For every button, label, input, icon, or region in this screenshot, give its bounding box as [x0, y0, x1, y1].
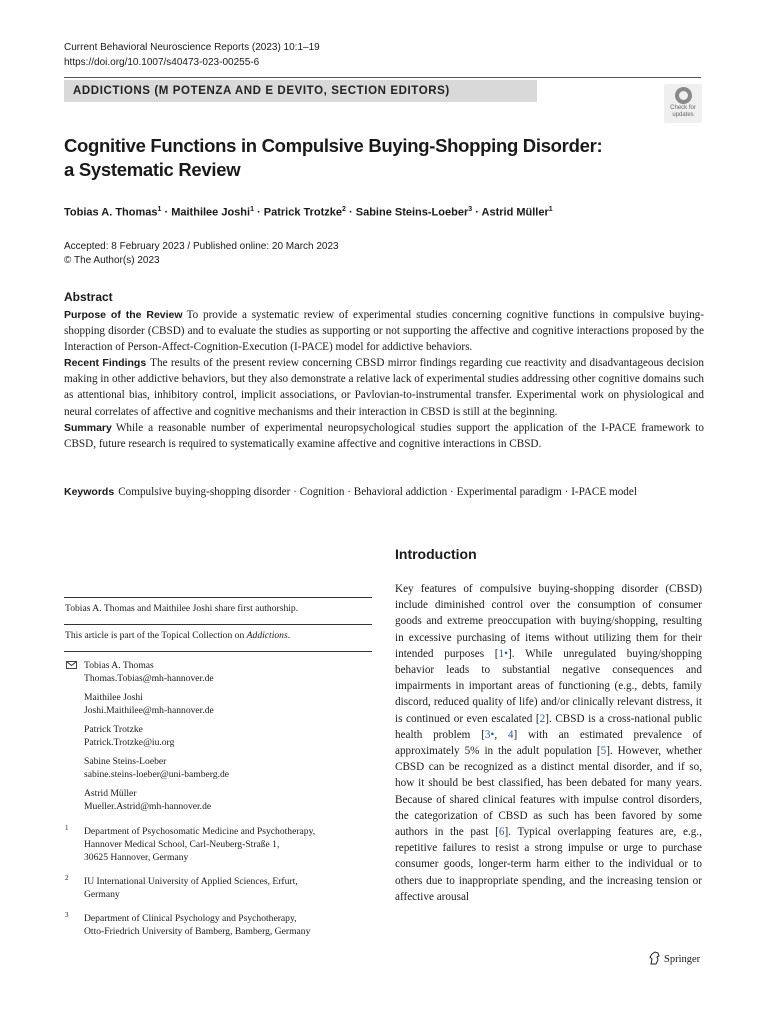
publisher-name: Springer [664, 954, 701, 965]
citation-link[interactable]: 2 [539, 712, 546, 725]
keywords-text: Compulsive buying-shopping disorder · Cognition · Behavioral addiction · Experimental paradigm · I-PACE model [118, 486, 637, 498]
author-name[interactable]: Astrid Müller [481, 206, 549, 219]
publisher-logo [648, 951, 700, 968]
summary-text: While a reasonable number of experimental neuropsychological studies support the application of the I-PACE framework to CBSD, future research is required to systematically examine affective and cognitive interactions in CBSD. [64, 421, 704, 450]
journal-line: Current Behavioral Neuroscience Reports (2023) 10:1–19 [64, 42, 320, 53]
contact-email[interactable]: sabine.steins-loeber@uni-bamberg.de [84, 769, 230, 780]
title-line-2: a Systematic Review [64, 159, 241, 180]
author-name[interactable]: Tobias A. Thomas [64, 206, 158, 219]
introduction-heading: Introduction [395, 546, 477, 562]
findings-text: The results of the present review concerning CBSD mirror findings regarding cue reactivity and disadvantageous decision making in other addictive behaviors, but they also demonstrate a relative lack of experimental studies addressing other cognitive domains such as attentional bias, inhibitory control, implicit associations, or Pavlovian-to-instrumental transfer. Experimental work on physiological and neural correlates of affective and cognitive mechanisms and their interaction in CBSD is still at the beginning. [64, 357, 704, 418]
footnote-rule [64, 651, 372, 652]
update-check-icon [675, 87, 692, 104]
doi-link[interactable]: https://doi.org/10.1007/s40473-023-00255-6 [64, 57, 260, 68]
topical-collection-note [65, 629, 372, 642]
affiliation-line: Otto-Friedrich University of Bamberg, Bamberg, Germany [84, 926, 311, 937]
contact-name: Tobias A. Thomas [84, 660, 154, 671]
corresponding-contact [64, 659, 372, 685]
intro-text: ]. While unregulated buying/shopping behavior leads to substantial negative consequences and impairments in important areas of functioning (e.g., debts, family discord, reduced quality of life) and/or clinically relevant distress, it is continued or even escalated [ [395, 647, 702, 725]
author-separator: · [257, 206, 264, 219]
author-name[interactable]: Sabine Steins-Loeber [355, 206, 469, 219]
article-title [64, 134, 664, 182]
check-for-updates-label: Check for updates [670, 105, 696, 118]
intro-text: Key features of compulsive buying-shopping disorder (CBSD) include diminished control over the consumption of consumer goods and extreme preoccupation with buying/shopping, resulting in excessive purchasing of items without utilizing them for their intended purposes [ [395, 583, 702, 660]
affiliation-line: IU International University of Applied Sciences, Erfurt, [84, 876, 298, 887]
purpose-label: Purpose of the Review [64, 309, 183, 321]
intro-text: ]. CBSD is a cross-national public health problem [ [395, 712, 702, 741]
author-separator: · [475, 206, 482, 219]
findings-label: Recent Findings [64, 357, 147, 370]
contact [64, 691, 372, 717]
affiliation [64, 912, 372, 938]
author-affiliation-mark: 2 [342, 206, 346, 213]
affiliation-number: 2 [65, 874, 69, 882]
envelope-icon [66, 661, 77, 669]
contact-name: Maithilee Joshi [84, 692, 143, 703]
abstract-summary [64, 420, 704, 452]
title-line-1: Cognitive Functions in Compulsive Buying-Shopping Disorder: [64, 135, 603, 156]
contact-name: Sabine Steins-Loeber [84, 756, 167, 767]
citation-link[interactable]: 4 [507, 728, 514, 741]
author-name[interactable]: Patrick Trotzke [263, 206, 343, 219]
author-separator: · [349, 206, 356, 219]
contact-email[interactable]: Joshi.Maithilee@mh-hannover.de [84, 705, 214, 716]
citation-link[interactable]: 5 [600, 745, 607, 758]
contact [64, 723, 372, 749]
contact [64, 787, 372, 813]
intro-text: ] with an estimated prevalence of approximately 5% in the adult population [ [395, 728, 703, 758]
summary-label: Summary [64, 421, 112, 434]
journal-citation [64, 40, 320, 70]
springer-horse-icon [648, 951, 661, 965]
contact-email[interactable]: Mueller.Astrid@mh-hannover.de [84, 801, 212, 812]
author-affiliation-mark: 1 [157, 206, 162, 213]
introduction-body [395, 581, 702, 905]
contact-email[interactable]: Patrick.Trotzke@iu.org [84, 737, 175, 748]
intro-text: ]. However, whether CBSD can be recognized as a distinct mental disorder, and if so, how it should be best classified, has been debated for many years. Because of shared clinical features with impulse control disorders, the categorization of CBSD as such has been favored by some authors in the past [ [395, 745, 703, 839]
author-affiliation-mark: 3 [468, 206, 473, 213]
check-for-updates-badge[interactable] [664, 84, 702, 123]
abstract-heading: Abstract [64, 290, 113, 304]
collection-suffix: . [287, 630, 291, 641]
collection-name: Addictions [246, 630, 288, 641]
contact [64, 755, 372, 781]
keywords [64, 484, 704, 500]
affiliation-line: 30625 Hannover, Germany [84, 852, 189, 863]
affiliation [64, 825, 372, 864]
footnotes [64, 597, 372, 938]
shared-authorship-note: Tobias A. Thomas and Maithilee Joshi share first authorship. [65, 603, 299, 614]
contact-name: Patrick Trotzke [84, 724, 143, 735]
publication-history [64, 240, 339, 268]
contact-name: Astrid Müller [84, 788, 137, 799]
copyright-line: © The Author(s) 2023 [64, 255, 160, 266]
purpose-text: To provide a systematic review of experimental studies concerning cognitive functions in compulsive buying-shopping disorder (CBSD) and to evaluate the studies as supporting or not supporting the affective and cognitive interactions proposed by the Interaction of Person-Affect-Cognition-Execution (I-PACE) model for addictive behaviors. [64, 309, 704, 354]
author-list [64, 202, 553, 221]
citation-link[interactable]: 1• [498, 647, 509, 660]
abstract-findings [64, 355, 704, 419]
dates-line: Accepted: 8 February 2023 / Published online: 20 March 2023 [64, 241, 339, 252]
footnote-rule [64, 624, 372, 625]
affiliation-number: 3 [65, 911, 69, 919]
abstract-body [64, 307, 704, 452]
header-rule [64, 77, 701, 78]
affiliation-line: Hannover Medical School, Carl-Neuberg-Straße 1, [84, 839, 280, 850]
affiliation-line: Department of Psychosomatic Medicine and Psychotherapy, [84, 826, 316, 837]
collection-prefix: This article is part of the Topical Collection on [65, 630, 247, 641]
keywords-label: Keywords [64, 486, 115, 498]
intro-text: ]. Typical overlapping features are, e.g., repetitive failures to resist a strong impulse or urge to purchase consumer goods, longer-term harm either to the individual or to others due to inappropriate spending, and the increasing tension or affective arousal [395, 826, 702, 903]
author-affiliation-mark: 1 [250, 206, 254, 213]
citation-link[interactable]: 3• [484, 728, 495, 741]
section-banner: ADDICTIONS (M POTENZA AND E DEVITO, SECTION EDITORS) [64, 80, 537, 102]
affiliation-line: Germany [84, 889, 120, 900]
affiliation [64, 875, 372, 901]
intro-text: , [494, 728, 508, 741]
affiliation-number: 1 [65, 824, 69, 832]
contact-email[interactable]: Thomas.Tobias@mh-hannover.de [84, 673, 214, 684]
citation-link[interactable]: 6 [498, 826, 505, 839]
author-affiliation-mark: 1 [548, 206, 553, 213]
author-separator: · [164, 206, 172, 219]
abstract-purpose [64, 307, 704, 355]
footnote-rule [64, 597, 372, 598]
author-name[interactable]: Maithilee Joshi [171, 206, 251, 219]
affiliation-line: Department of Clinical Psychology and Psychotherapy, [84, 913, 297, 924]
